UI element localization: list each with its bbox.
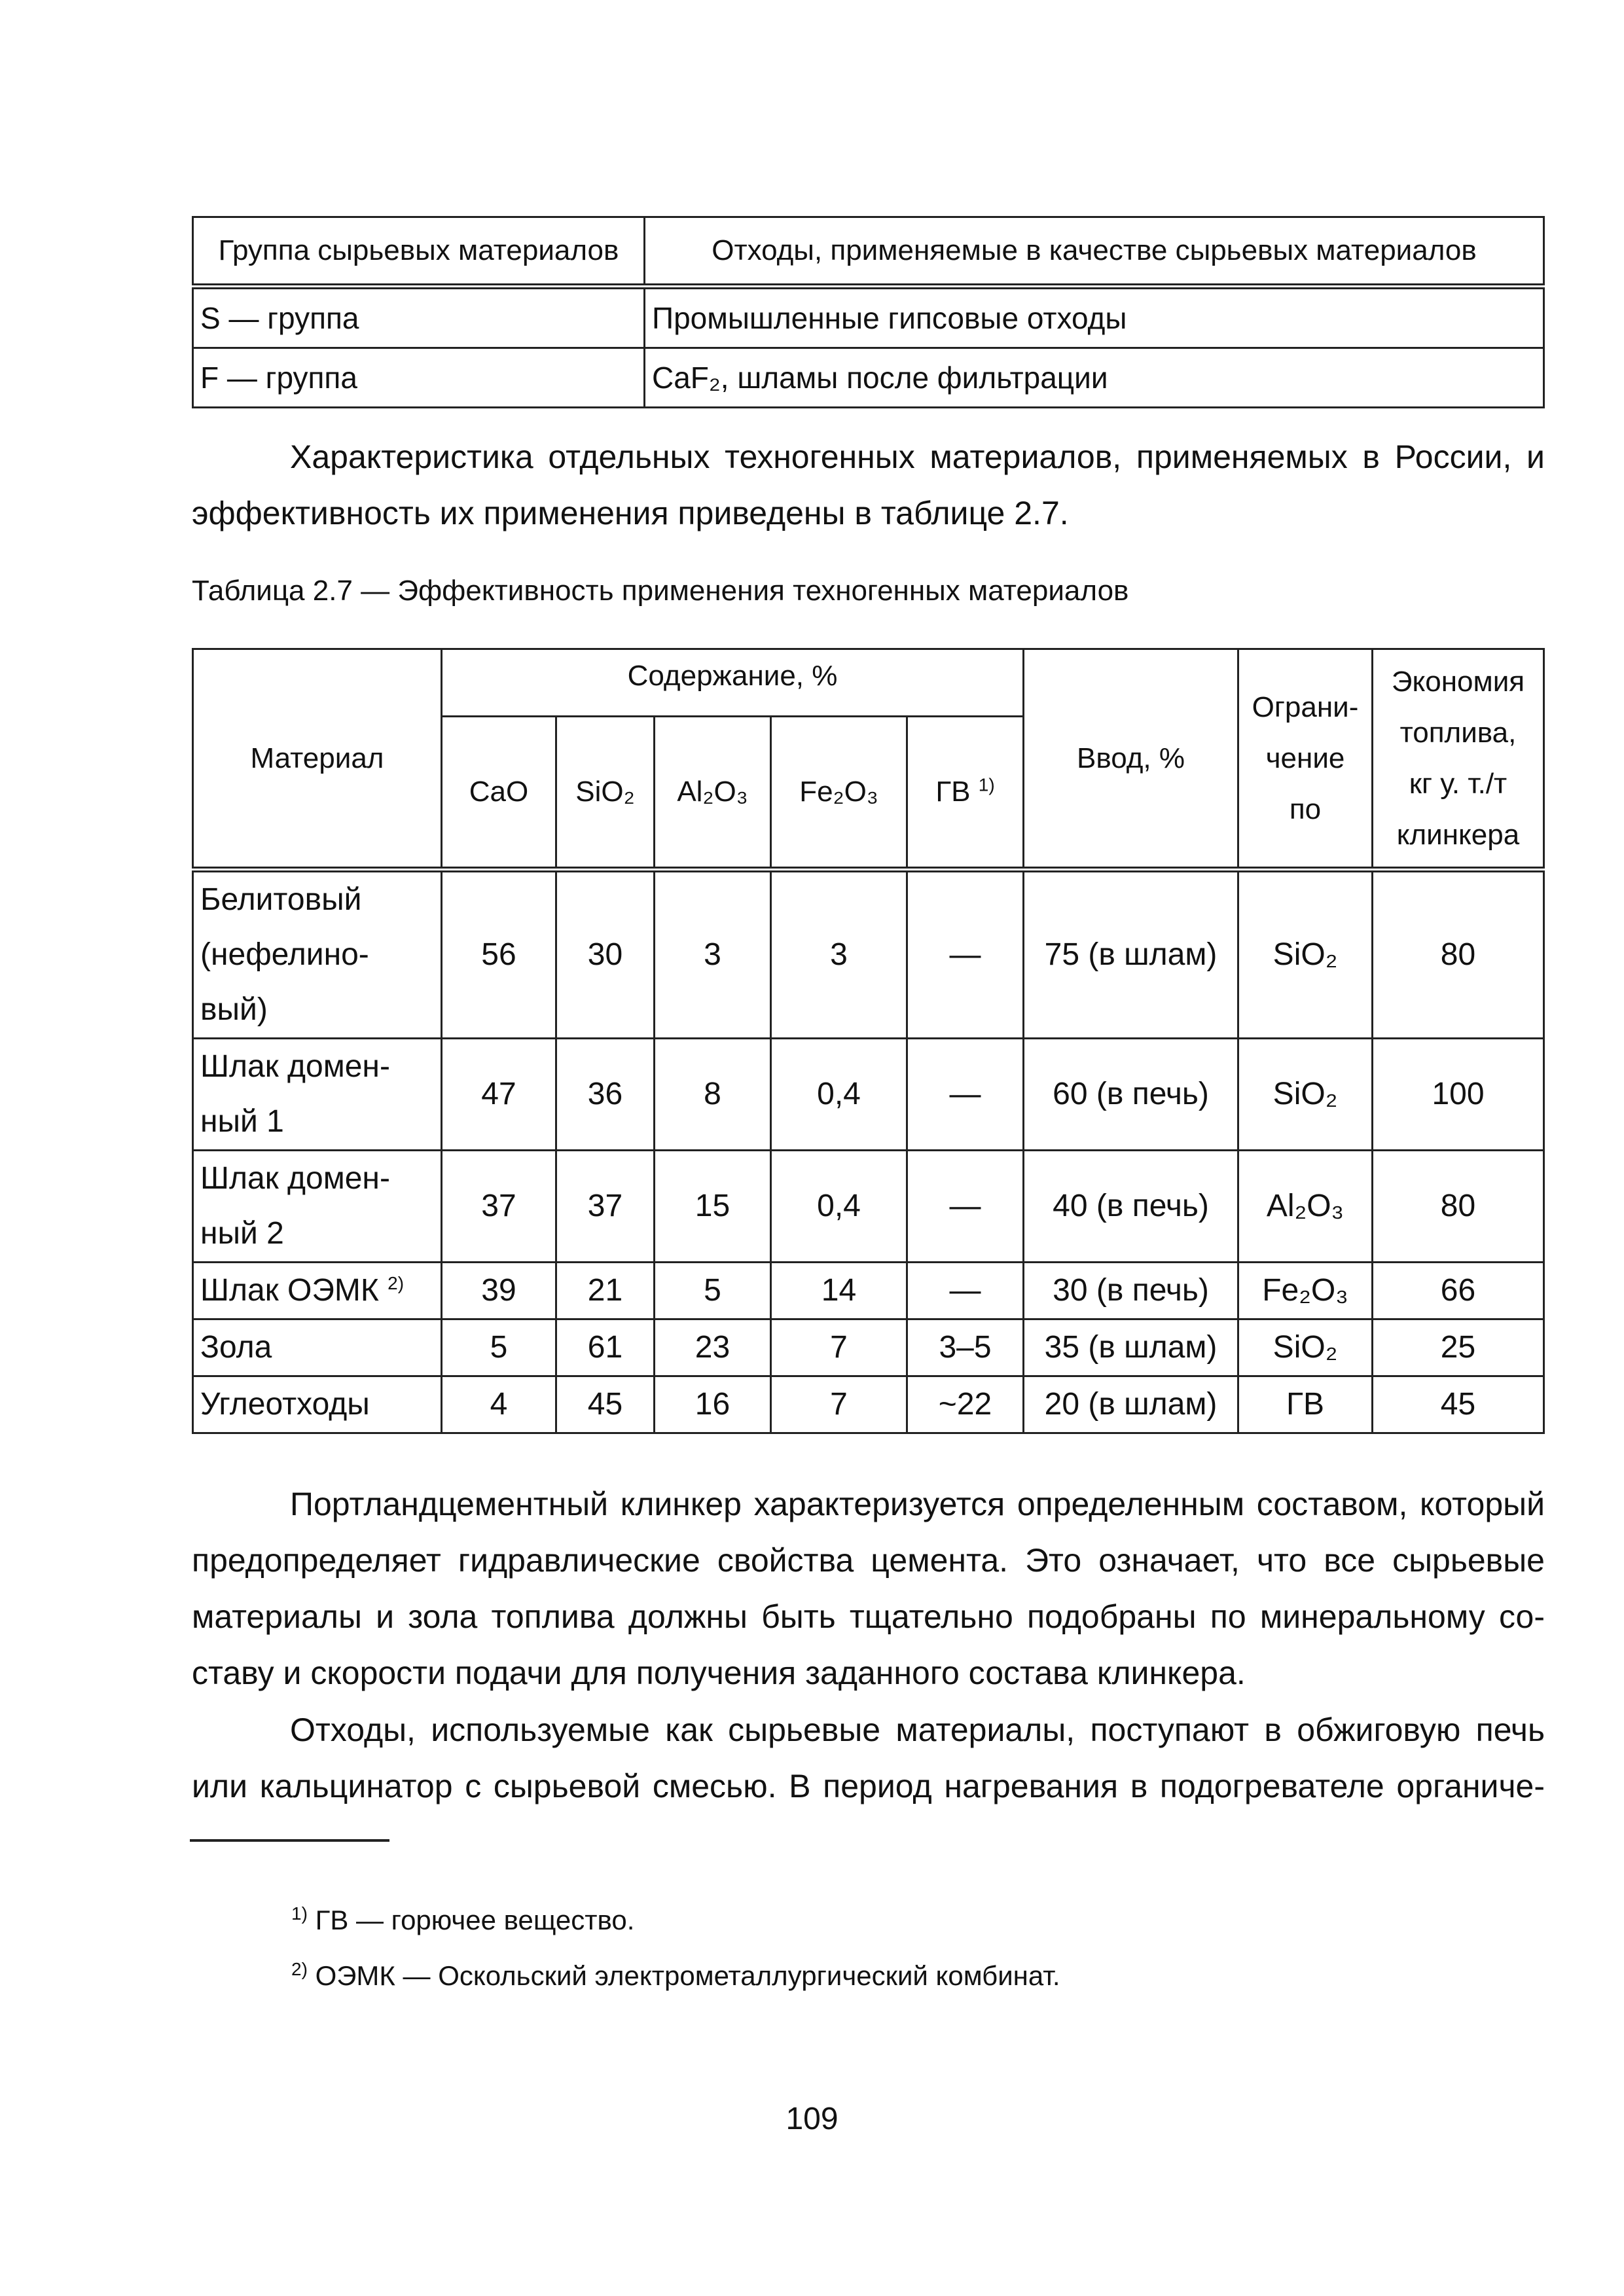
header-content: Содержание, % [442,649,1024,717]
header-fuel-economy: Экономия топлива, кг у. т./т клинкера [1373,649,1544,870]
paragraph [192,429,1545,541]
table-row [193,1263,1544,1319]
table-row [193,1376,1544,1433]
limit-cell: ГВ [1238,1376,1373,1433]
cao-cell: 5 [442,1319,556,1376]
input-cell: 35 (в шлам) [1024,1319,1238,1376]
header-al2o3: Al₂O₃ [655,717,771,870]
table-cell: S — группа [193,287,645,348]
gv-cell: — [907,1151,1024,1263]
econ-cell: 25 [1373,1319,1544,1376]
sio2-cell: 36 [556,1039,655,1151]
paragraph-line: предопределяет гидравлические свойства цемента. Это означает, что все сырьевые [192,1542,1545,1579]
input-cell: 60 (в печь) [1024,1039,1238,1151]
sio2-cell: 30 [556,870,655,1039]
fe2o3-cell: 0,4 [771,1039,907,1151]
table-header-row [193,217,1544,287]
fe2o3-cell: 14 [771,1263,907,1319]
table-cell: CaF₂, шламы после фильтрации [645,348,1544,408]
header-gv: ГВ $^{1)}$ [907,717,1024,870]
input-cell: 20 (в шлам) [1024,1376,1238,1433]
material-cell: Белитовый (нефелино- вый) [193,870,442,1039]
fe2o3-cell: 7 [771,1319,907,1376]
limit-cell: SiO₂ [1238,1039,1373,1151]
paragraph-line: Характеристика отдельных техногенных материалов, применяемых в России, и [290,439,1545,475]
cao-cell: 56 [442,870,556,1039]
paragraph-line: Отходы, используемые как сырьевые материалы, поступают в обжиговую печь [290,1712,1545,1748]
footnote-separator [190,1839,389,1842]
input-cell: 30 (в печь) [1024,1263,1238,1319]
materials-efficiency-table [192,648,1545,1434]
gv-cell: — [907,1263,1024,1319]
gv-cell: 3–5 [907,1319,1024,1376]
al2o3-cell: 8 [655,1039,771,1151]
table-cell: Промышленные гипсовые отходы [645,287,1544,348]
paragraph-line: ставу и скорости подачи для получения заданного состава клинкера. [192,1655,1246,1691]
paragraph [192,1702,1545,1814]
limit-cell: SiO₂ [1238,870,1373,1039]
footnote-mark: 1) [978,774,995,795]
limit-cell: Al₂O₃ [1238,1151,1373,1263]
material-cell: Шлак домен- ный 1 [193,1039,442,1151]
header-fe2o3: Fe₂O₃ [771,717,907,870]
cao-cell: 39 [442,1263,556,1319]
al2o3-cell: 16 [655,1376,771,1433]
limit-cell: SiO₂ [1238,1319,1373,1376]
cao-cell: 37 [442,1151,556,1263]
fe2o3-cell: 0,4 [771,1151,907,1263]
sio2-cell: 21 [556,1263,655,1319]
gv-cell: ~22 [907,1376,1024,1433]
econ-cell: 80 [1373,1151,1544,1263]
footnote-mark: 2) [388,1273,405,1293]
sio2-cell: 37 [556,1151,655,1263]
header-cell: Группа сырьевых материалов [193,217,645,287]
fe2o3-cell: 3 [771,870,907,1039]
header-cao: CaO [442,717,556,870]
table-row [193,1151,1544,1263]
material-cell: Шлак ОЭМК $^{2)}$ [193,1263,442,1319]
al2o3-cell: 23 [655,1319,771,1376]
paragraph-line: эффективность их применения приведены в таблице 2.7. [192,495,1069,531]
cao-cell: 47 [442,1039,556,1151]
econ-cell: 100 [1373,1039,1544,1151]
econ-cell: 80 [1373,870,1544,1039]
table-cell: F — группа [193,348,645,408]
table-row [193,348,1544,408]
limit-cell: Fe₂O₃ [1238,1263,1373,1319]
footnote: $^{1)}$ ГВ — горючее вещество. [291,1903,635,1935]
al2o3-cell: 3 [655,870,771,1039]
gv-cell: — [907,870,1024,1039]
material-cell: Шлак домен- ный 2 [193,1151,442,1263]
material-cell: Углеотходы [193,1376,442,1433]
paragraph [192,1476,1545,1701]
econ-cell: 66 [1373,1263,1544,1319]
table-row [193,870,1544,1039]
econ-cell: 45 [1373,1376,1544,1433]
header-limit: Ограни- чение по [1238,649,1373,870]
al2o3-cell: 15 [655,1151,771,1263]
sio2-cell: 61 [556,1319,655,1376]
header-sio2: SiO₂ [556,717,655,870]
fe2o3-cell: 7 [771,1376,907,1433]
gv-cell: — [907,1039,1024,1151]
header-cell: Отходы, применяемые в качестве сырьевых материалов [645,217,1544,287]
input-cell: 40 (в печь) [1024,1151,1238,1263]
material-cell: Зола [193,1319,442,1376]
sio2-cell: 45 [556,1376,655,1433]
raw-materials-groups-table [192,216,1545,408]
al2o3-cell: 5 [655,1263,771,1319]
paragraph-line: или кальцинатор с сырьевой смесью. В период нагревания в подогревателе органиче- [192,1768,1545,1804]
footnote: $^{2)}$ ОЭМК — Оскольский электрометаллургический комбинат. [291,1959,1060,1991]
header-material: Материал [193,649,442,870]
header-input: Ввод, % [1024,649,1238,870]
table-row [193,287,1544,348]
paragraph-line: Портландцементный клинкер характеризуется определенным составом, который [290,1486,1545,1522]
table-caption: Таблица 2.7 — Эффективность применения техногенных материалов [192,575,1129,607]
table-row [193,1039,1544,1151]
page-number: 109 [785,2102,839,2136]
input-cell: 75 (в шлам) [1024,870,1238,1039]
table-row [193,1319,1544,1376]
cao-cell: 4 [442,1376,556,1433]
paragraph-line: материалы и зола топлива должны быть тщательно подобраны по минеральному со- [192,1598,1545,1635]
